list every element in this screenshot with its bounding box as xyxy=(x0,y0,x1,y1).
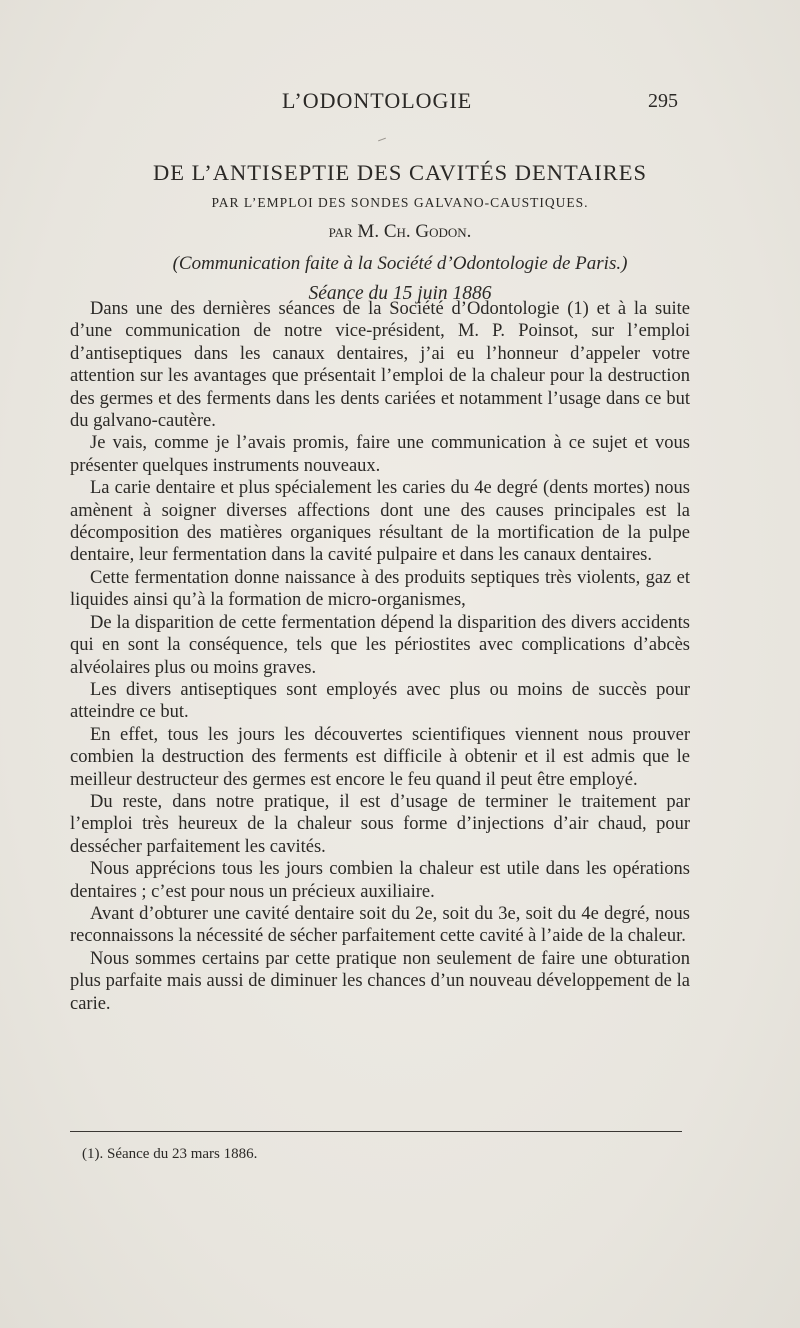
paragraph: Nous sommes certains par cette pratique non seulement de faire une obturation plus parfaite mais aussi de diminuer les chances d’un nouveau développement de la carie. xyxy=(70,948,690,1014)
paragraph: Cette fermentation donne naissance à des produits septiques très violents, gaz et liquides ainsi qu’à la formation de micro-organismes, xyxy=(70,567,690,611)
article-heading xyxy=(60,158,740,307)
article-communication-note: (Communication faite à la Société d’Odontologie de Paris.) xyxy=(172,253,628,274)
paragraph: Les divers antiseptiques sont employés avec plus ou moins de succès pour atteindre ce but. xyxy=(70,679,690,723)
paragraph: La carie dentaire et plus spécialement les caries du 4e degré (dents mortes) nous amènent à soigner diverses affections dont une des causes principales est la décomposition des matières organiques résultant de la mortification de la pulpe dentaire, leur fermentation dans la cavité pulpaire et dans les canaux dentaires. xyxy=(70,478,690,566)
paragraph: Nous apprécions tous les jours combien la chaleur est utile dans les opérations dentaires ; c’est pour nous un précieux auxiliaire. xyxy=(70,859,690,902)
paragraph: De la disparition de cette fermentation dépend la disparition des divers accidents qui en sont la conséquence, tels que les périostites avec complications d’abcès alvéolaires plus ou moins graves. xyxy=(70,612,690,678)
paragraph: Avant d’obturer une cavité dentaire soit du 2e, soit du 3e, soit du 4e degré, nous reconnaissons la nécessité de sécher parfaitement cette cavité à l’aide de la chaleur. xyxy=(70,903,690,947)
running-head xyxy=(0,88,800,118)
paragraph: Du reste, dans notre pratique, il est d’usage de terminer le traitement par l’emploi très heureux de la chaleur sous forme d’injections d’air chaud, pour dessécher parfaitement les cavités. xyxy=(70,791,690,857)
footnote-divider xyxy=(70,1131,682,1132)
running-title: L’ODONTOLOGIE xyxy=(282,88,473,113)
page-number: 295 xyxy=(648,90,678,112)
article-subtitle: PAR L’EMPLOI DES SONDES GALVANO-CAUSTIQUES. xyxy=(211,195,589,210)
print-mark xyxy=(378,138,386,142)
paragraph: Je vais, comme je l’avais promis, faire une communication à ce sujet et vous présenter quelques instruments nouveaux. xyxy=(70,433,690,476)
paragraph: Dans une des dernières séances de la Société d’Odontologie (1) et à la suite d’une communication de notre vice-président, M. P. Poinsot, sur l’emploi d’antiseptiques dans les canaux dentaires, j’ai eu l’honneur d’appeler votre attention sur les avantages que présentait l’emploi de la chaleur pour la destruction des germes et des ferments dans les dents cariées et notamment l’usage dans ce but du galvano-cautère. xyxy=(70,299,690,432)
footnote: (1). Séance du 23 mars 1886. xyxy=(82,1146,258,1162)
article-author: par M. Ch. Godon. xyxy=(328,221,472,242)
article-body xyxy=(70,298,690,1015)
article-seance-date: Séance du 15 juin 1886 xyxy=(308,283,492,304)
article-title: DE L’ANTISEPTIE DES CAVITÉS DENTAIRES xyxy=(153,160,647,185)
paragraph: En effet, tous les jours les découvertes scientifiques viennent nous prouver combien la destruction des ferments est difficile à obtenir et il est admis que le meilleur destructeur des germes est encore le feu quand il peut être employé. xyxy=(70,724,690,790)
